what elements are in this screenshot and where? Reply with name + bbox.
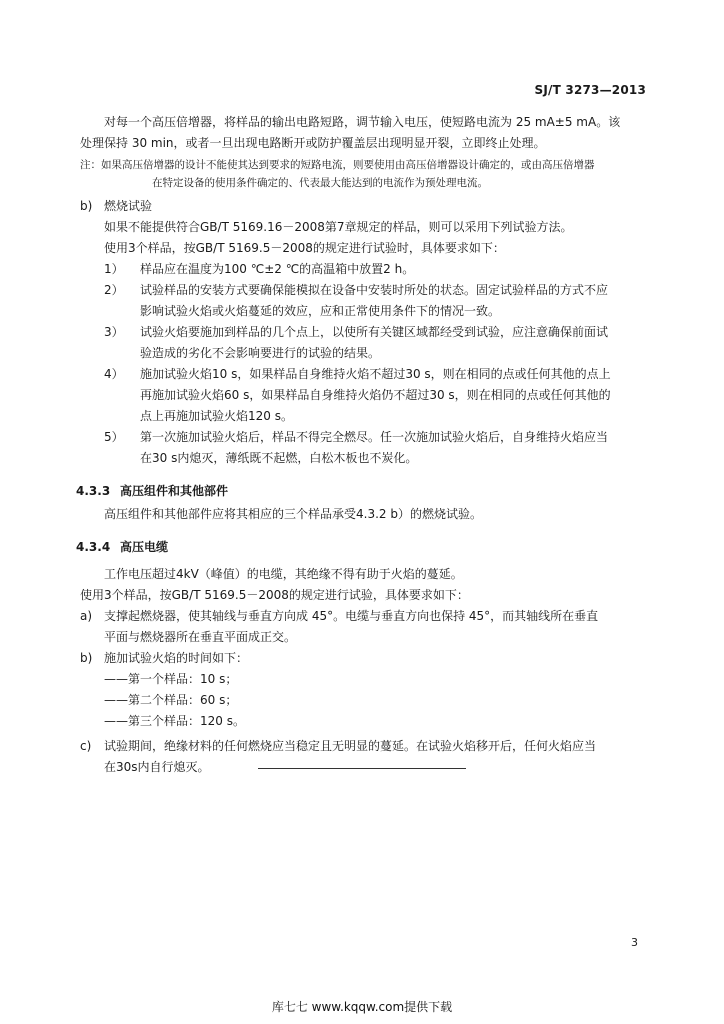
paragraph: 如果不能提供符合GB/T 5169.16－2008第7章规定的样品，则可以采用下列试验方法。: [104, 220, 573, 234]
text-line: 支撑起燃烧器，使其轴线与垂直方向成 45°。电缆与垂直方向也保持 45°，而其轴线所在垂直: [104, 609, 599, 623]
text-line: 试验样品的安装方式要确保能模拟在设备中安装时所处的状态。固定试验样品的方式不应: [140, 283, 609, 297]
text-line: 再施加试验火焰60 s，如果样品自身维持火焰仍不超过30 s，则在相同的点或任何其他的: [140, 388, 611, 402]
list-label: a): [80, 609, 93, 623]
list-label: b): [80, 199, 93, 213]
text-line: 平面与燃烧器所在垂直平面成正交。: [104, 630, 297, 644]
list-text: [140, 280, 646, 322]
footer-watermark: 库七七 www.kqqw.com提供下载: [271, 1000, 453, 1014]
list-label: 3）: [104, 325, 124, 339]
paragraph: 使用3个样品，按GB/T 5169.5－2008的规定进行试验，具体要求如下：: [80, 588, 469, 602]
text-line: 样品应在温度为100 ℃±2 ℃的高温箱中放置2 h。: [140, 262, 415, 276]
text-line: 第一次施加试验火焰后，样品不得完全燃尽。任一次施加试验火焰后，自身维持火焰应当: [140, 430, 609, 444]
list-label: 1）: [104, 262, 124, 276]
list-text: [140, 427, 646, 469]
section-number: 4.3.4: [76, 540, 111, 554]
text-line: 在30 s内熄灭，薄纸既不起燃，白松木板也不炭化。: [140, 451, 418, 465]
section-heading-4-3-3: [76, 481, 646, 502]
text-line: 施加试验火焰10 s，如果样品自身维持火焰不超过30 s，则在相同的点或任何其他的点上: [140, 367, 611, 381]
list-label: 5）: [104, 430, 124, 444]
page-content: [76, 112, 646, 778]
list-item: [80, 648, 646, 669]
list-item: [80, 427, 646, 469]
list-text: [140, 364, 646, 427]
section-b-title: 燃烧试验: [104, 199, 153, 213]
paragraph: 使用3个样品，按GB/T 5169.5－2008的规定进行试验时，具体要求如下：: [104, 241, 505, 255]
list-item: [80, 322, 646, 364]
intro-line: 对每一个高压倍增器，将样品的输出电路短路，调节输入电压，使短路电流为 25 mA±5 mA。该: [104, 115, 621, 129]
list-item: [80, 364, 646, 427]
dash-item: ——第三个样品：120 s。: [104, 714, 245, 728]
list-label: 4）: [104, 367, 124, 381]
text-line: 在30s内自行熄灭。: [104, 760, 210, 774]
list-text: 施加试验火焰的时间如下：: [104, 651, 249, 665]
dash-item: ——第二个样品：60 s；: [104, 693, 238, 707]
note: [80, 156, 646, 192]
section-title: 高压组件和其他部件: [120, 484, 229, 498]
section-number: 4.3.3: [76, 484, 111, 498]
list-label: b): [80, 651, 93, 665]
section-title: 高压电缆: [120, 540, 169, 554]
list-text: [140, 322, 646, 364]
list-item: [80, 259, 646, 280]
paragraph: 工作电压超过4kV（峰值）的电缆，其绝缘不得有助于火焰的蔓延。: [104, 567, 463, 581]
note-line: 注：如果高压倍增器的设计不能使其达到要求的短路电流，则要使用由高压倍增器设计确定的，或由高压倍增器: [80, 159, 595, 171]
standard-code: SJ/T 3273—2013: [534, 83, 646, 97]
text-line: 影响试验火焰或火焰蔓延的效应，应和正常使用条件下的情况一致。: [140, 304, 501, 318]
dash-item: ——第一个样品：10 s；: [104, 672, 238, 686]
text-line: 试验火焰要施加到样品的几个点上，以使所有关键区域都经受到试验，应注意确保前面试: [140, 325, 609, 339]
page-number: 3: [631, 936, 638, 949]
list-text: [104, 606, 646, 648]
list-text: [104, 736, 646, 778]
list-label: c): [80, 739, 92, 753]
text-line: 试验期间，绝缘材料的任何燃烧应当稳定且无明显的蔓延。在试验火焰移开后，任何火焰应当: [104, 739, 597, 753]
list-item: [80, 606, 646, 648]
list-label: 2）: [104, 283, 124, 297]
text-line: 验造成的劣化不会影响要进行的试验的结果。: [140, 346, 381, 360]
list-item: [80, 736, 646, 778]
section-heading-4-3-4: [76, 537, 646, 558]
text-line: 点上再施加试验火焰120 s。: [140, 409, 293, 423]
list-text: [140, 259, 646, 280]
end-rule: [258, 768, 466, 769]
list-item: [80, 280, 646, 322]
note-line: 在特定设备的使用条件确定的、代表最大能达到的电流作为预处理电流。: [152, 177, 488, 189]
paragraph: 高压组件和其他部件应将其相应的三个样品承受4.3.2 b）的燃烧试验。: [104, 507, 482, 521]
section-b-heading: [80, 196, 646, 217]
intro-line: 处理保持 30 min，或者一旦出现电路断开或防护覆盖层出现明显开裂，立即终止处理。: [80, 136, 546, 150]
